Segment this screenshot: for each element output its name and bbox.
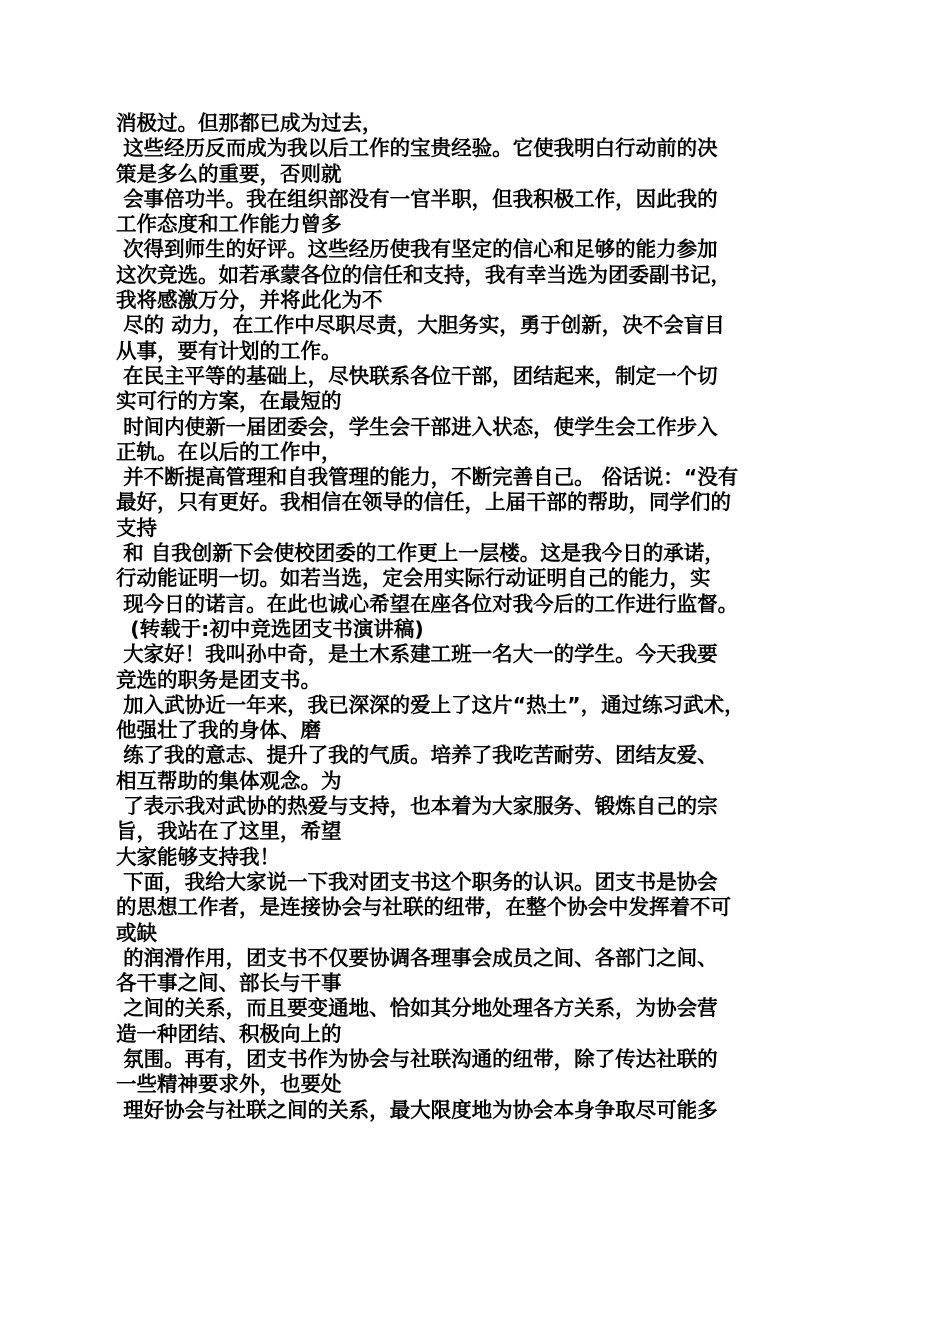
text-line: 策是多么的重要，否则就	[116, 161, 342, 186]
text-line: 大家能够支持我！	[116, 844, 280, 869]
text-line: 竞选的职务是团支书。	[116, 667, 321, 692]
text-line: 实可行的方案，在最短的	[116, 389, 342, 414]
text-line: 行动能证明一切。如若当选，定会用实际行动证明自己的能力，实	[116, 566, 711, 591]
text-line: 造一种团结、积极向上的	[116, 1021, 342, 1046]
text-line: 了表示我对武协的热爱与支持，也本着为大家服务、锻炼自己的宗	[116, 794, 718, 819]
text-line: 时间内使新一届团委会，学生会干部进入状态，使学生会工作步入	[116, 414, 718, 439]
text-line: 或缺	[116, 920, 157, 945]
text-line: 练了我的意志、提升了我的气质。培养了我吃苦耐劳、团结友爱、	[116, 743, 718, 768]
text-line: 和 自我创新下会使校团委的工作更上一层楼。这是我今日的承诺，	[116, 541, 725, 566]
text-line: 加入武协近一年来，我已深深的爱上了这片“热土”，通过练习武术，	[116, 692, 745, 717]
text-line: 次得到师生的好评。这些经历使我有坚定的信心和足够的能力参加	[116, 237, 718, 262]
text-line: 最好，只有更好。我相信在领导的信任，上届干部的帮助，同学们的	[116, 490, 731, 515]
text-line: 相互帮助的集体观念。为	[116, 768, 342, 793]
text-line: 消极过。但那都已成为过去，	[116, 111, 383, 135]
text-line: 理好协会与社联之间的关系，最大限度地为协会本身争取尽可能多	[116, 1097, 718, 1122]
text-line: 大家好！我叫孙中奇，是土木系建工班一名大一的学生。今天我要	[116, 642, 718, 667]
text-line: 的润滑作用，团支书不仅要协调各理事会成员之间、各部门之间、	[116, 945, 718, 970]
text-line: 会事倍功半。我在组织部没有一官半职，但我积极工作，因此我的	[116, 186, 718, 211]
text-line: 在民主平等的基础上，尽快联系各位干部，团结起来，制定一个切	[116, 363, 718, 388]
document-body	[116, 111, 846, 1123]
text-line: 氛围。再有，团支书作为协会与社联沟通的纽带，除了传达社联的	[116, 1046, 718, 1071]
text-line: 支持	[116, 515, 157, 540]
text-line: 工作态度和工作能力曾多	[116, 212, 342, 237]
text-line: 各干事之间、部长与干事	[116, 971, 342, 996]
text-line: 之间的关系，而且要变通地、恰如其分地处理各方关系，为协会营	[116, 996, 718, 1021]
source-note: (转载于:初中竞选团支书演讲稿)	[116, 616, 424, 641]
text-line: 这些经历反而成为我以后工作的宝贵经验。它使我明白行动前的决	[116, 136, 718, 161]
text-line: 旨，我站在了这里，希望	[116, 819, 342, 844]
text-line: 从事，要有计划的工作。	[116, 338, 342, 363]
text-line: 我将感激万分，并将此化为不	[116, 288, 383, 313]
text-line: 这次竞选。如若承蒙各位的信任和支持，我有幸当选为团委副书记，	[116, 262, 731, 287]
text-line: 他强壮了我的身体、磨	[116, 718, 321, 743]
text-line: 正轨。在以后的工作中，	[116, 439, 342, 464]
text-line: 现今日的诺言。在此也诚心希望在座各位对我今后的工作进行监督。	[116, 591, 739, 616]
text-line: 的思想工作者，是连接协会与社联的纽带，在整个协会中发挥着不可	[116, 895, 731, 920]
text-line: 并不断提高管理和自我管理的能力，不断完善自己。 俗话说：“没有	[116, 465, 739, 490]
text-line: 一些精神要求外，也要处	[116, 1072, 342, 1097]
text-line: 尽的 动力，在工作中尽职尽责，大胆务实，勇于创新，决不会盲目	[116, 313, 725, 338]
text-line: 下面，我给大家说一下我对团支书这个职务的认识。团支书是协会	[116, 869, 718, 894]
